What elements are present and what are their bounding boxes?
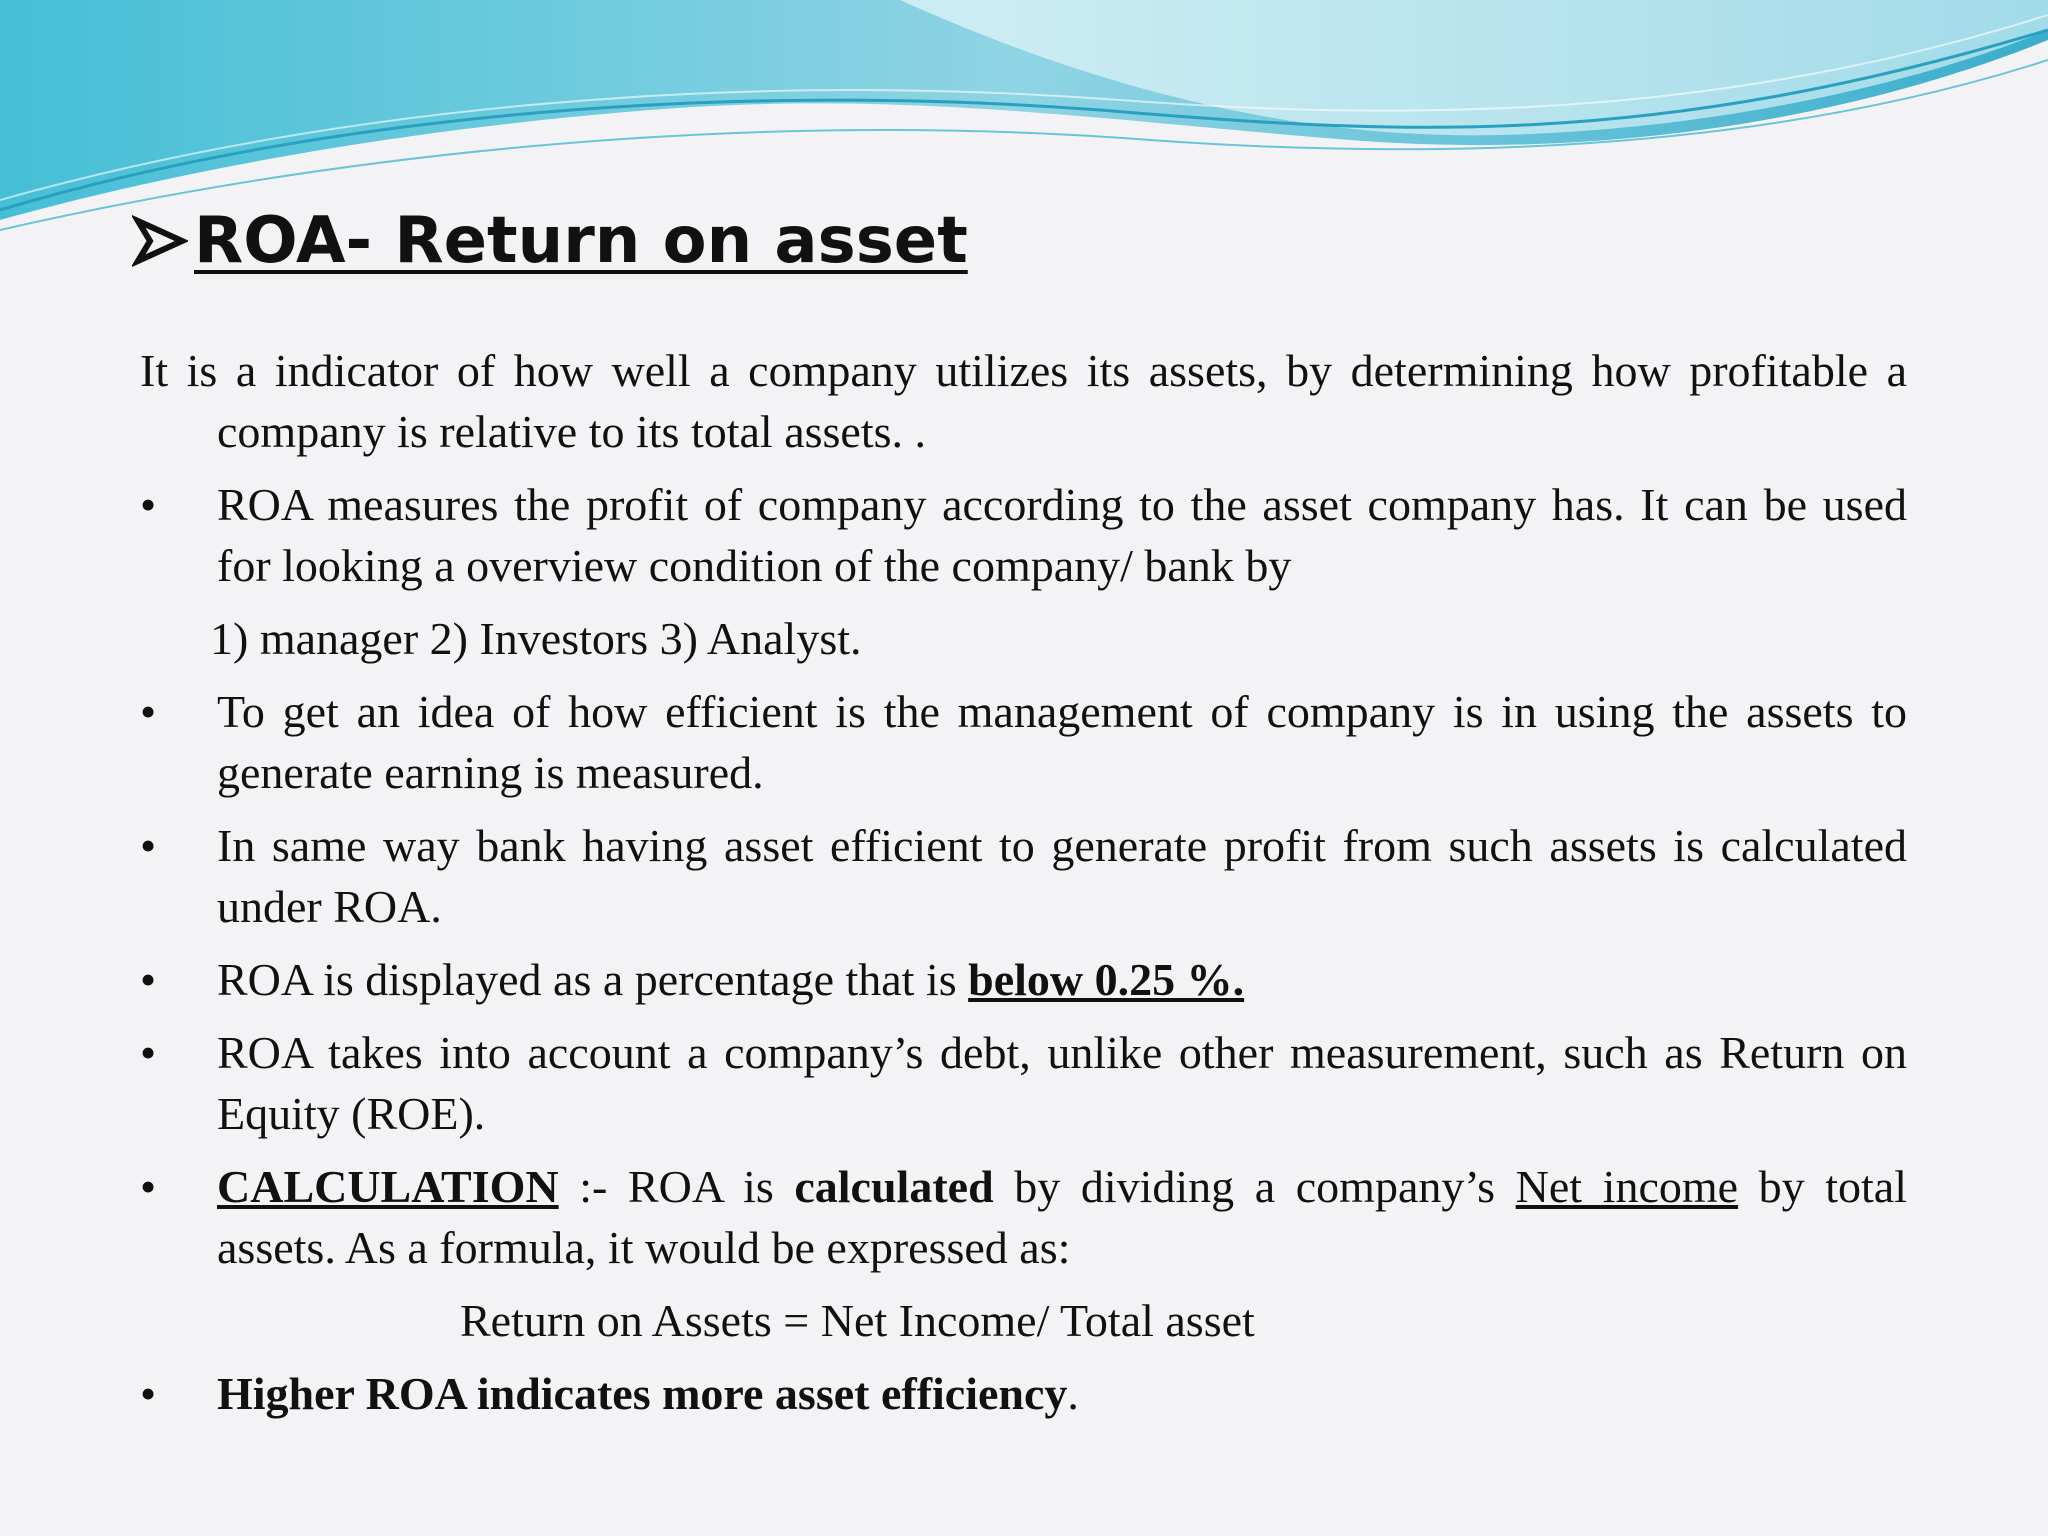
bullet-text: ROA is displayed as a percentage that is [217, 954, 969, 1005]
intro-paragraph: It is a indicator of how well a company utilizes its assets, by determining how profitable a company is relative to its total assets. . [140, 345, 1907, 457]
bullet-debt [140, 1022, 1907, 1144]
higher-roa-emphasis: Higher ROA indicates more asset efficiency [217, 1368, 1068, 1419]
bullet-text: :- ROA is [558, 1161, 795, 1212]
bullet-dot: • [140, 820, 157, 871]
sub-list-users: 1) manager 2) Investors 3) Analyst. [210, 613, 862, 664]
arrowhead-bullet-icon [132, 213, 188, 269]
bullet-text: ROA takes into account a company’s debt, unlike other measurement, such as Return on Equity (ROE). [217, 1027, 1907, 1139]
threshold-emphasis: below 0.25 %. [968, 954, 1245, 1005]
bullet-dot: • [140, 954, 157, 1005]
net-income-underline: Net income [1515, 1161, 1739, 1212]
bullet-text: ROA measures the profit of company according to the asset company has. It can be used for looking a overview condition of the company/ bank by [217, 479, 1907, 591]
bullet-percentage [140, 949, 1907, 1010]
slide-title [132, 196, 968, 286]
bullet-dot: • [140, 686, 157, 737]
bullet-text: by dividing a company’s [993, 1161, 1516, 1212]
slide-body [140, 340, 1907, 1436]
bullet-dot: • [140, 479, 157, 530]
roa-formula: Return on Assets = Net Income/ Total asset [460, 1295, 1255, 1346]
bullet-text: To get an idea of how efficient is the management of company is in using the assets to generate earning is measured. [217, 686, 1907, 798]
bullet-dot: • [140, 1027, 157, 1078]
bullet-higher-roa [140, 1363, 1907, 1424]
bullet-calculation [140, 1156, 1907, 1278]
bullet-dot: • [140, 1161, 157, 1212]
bullet-roa-measures [140, 474, 1907, 596]
bullet-text: by total assets. As a formula, it would be expressed as: [217, 1161, 1907, 1273]
slide-title-text: ROA- Return on asset [194, 204, 968, 278]
bullet-text: In same way bank having asset efficient to generate profit from such assets is calculated under ROA. [217, 820, 1907, 932]
bullet-bank-efficiency [140, 815, 1907, 937]
bullet-text: . [1067, 1368, 1079, 1419]
calculated-emphasis: calculated [794, 1161, 994, 1212]
bullet-dot: • [140, 1368, 157, 1419]
calculation-label: CALCULATION [217, 1161, 559, 1212]
bullet-management-efficiency [140, 681, 1907, 803]
